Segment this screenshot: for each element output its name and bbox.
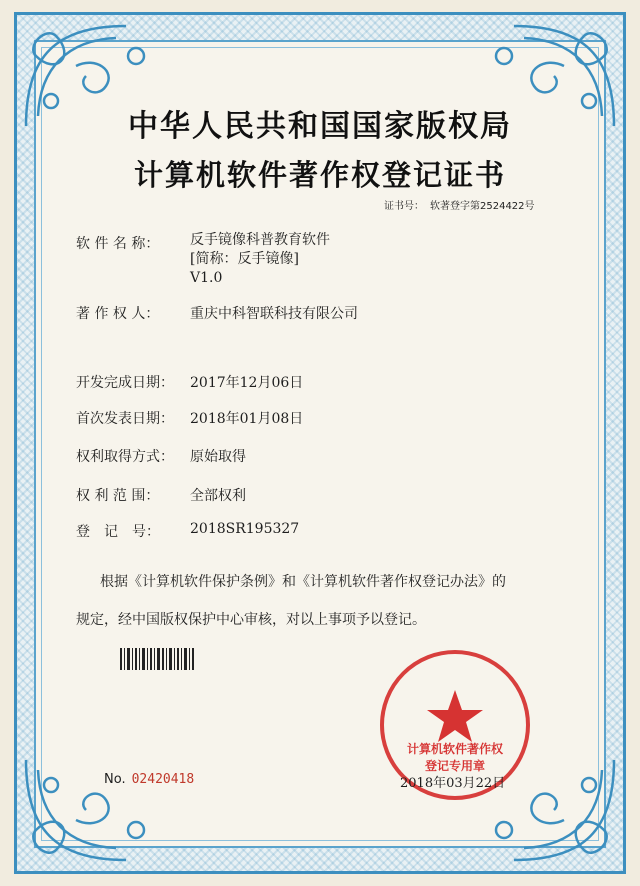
field-label: 开发完成日期： bbox=[76, 375, 174, 391]
field-publish-date bbox=[76, 408, 304, 428]
field-registration-number bbox=[76, 521, 300, 541]
certificate-number bbox=[384, 197, 541, 212]
field-acquire-method bbox=[76, 446, 246, 466]
field-dev-date bbox=[76, 372, 304, 392]
seal-text-line-1: 计算机软件著作权 bbox=[406, 742, 503, 756]
software-version: V1.0 bbox=[190, 270, 223, 286]
dev-date-value: 2017年12月06日 bbox=[190, 375, 304, 391]
rights-scope-value: 全部权利 bbox=[190, 488, 246, 504]
corner-ornament-bottom-left bbox=[16, 750, 166, 870]
software-short-name: [简称：反手镜像] bbox=[190, 251, 299, 267]
seal-text-line-2: 登记专用章 bbox=[424, 759, 485, 773]
software-name-value: 反手镜像科普教育软件 bbox=[190, 232, 330, 248]
field-label: 软 件 名 称： bbox=[76, 236, 160, 252]
field-label: 首次发表日期： bbox=[76, 411, 174, 427]
field-owner bbox=[76, 303, 358, 323]
owner-value: 重庆中科智联科技有限公司 bbox=[190, 306, 358, 322]
field-software-name bbox=[76, 232, 330, 286]
acquire-method-value: 原始取得 bbox=[190, 449, 246, 465]
certificate-number-label: 证书号： bbox=[384, 201, 424, 212]
issue-date: 2018年03月22日 bbox=[400, 776, 506, 791]
barcode bbox=[120, 648, 194, 670]
certificate-number-value: 软著登字第2524422号 bbox=[430, 201, 535, 212]
serial-number bbox=[104, 772, 194, 787]
legal-basis-line-1: 根据《计算机软件保护条例》和《计算机软件著作权登记办法》的 bbox=[100, 574, 506, 590]
certificate-title: 计算机软件著作权登记证书 bbox=[133, 158, 506, 192]
serial-value: 02420418 bbox=[131, 772, 195, 787]
legal-basis-line-2: 规定，经中国版权保护中心审核，对以上事项予以登记。 bbox=[76, 612, 426, 628]
field-label: 权 利 范 围： bbox=[76, 488, 160, 504]
issuing-authority: 中华人民共和国国家版权局 bbox=[128, 109, 512, 144]
field-label: 著 作 权 人： bbox=[76, 306, 160, 322]
field-label: 登 记 号： bbox=[76, 524, 160, 540]
serial-label: No. bbox=[104, 772, 126, 787]
field-label: 权利取得方式： bbox=[76, 449, 174, 465]
field-rights-scope bbox=[76, 485, 246, 505]
publish-date-value: 2018年01月08日 bbox=[190, 411, 304, 427]
registration-number-value: 2018SR195327 bbox=[190, 521, 300, 537]
